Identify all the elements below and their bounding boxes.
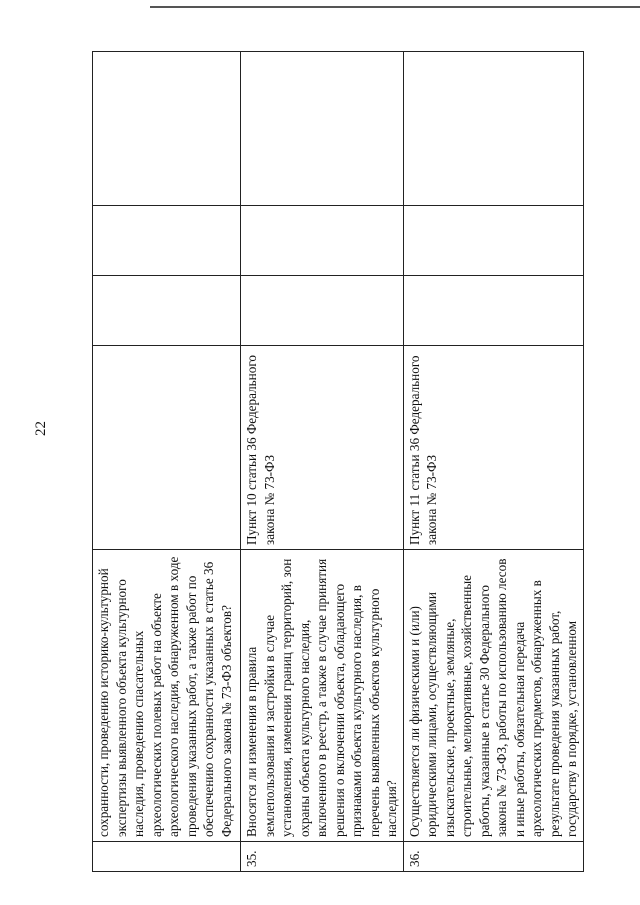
- notes-cell: [93, 52, 241, 206]
- table-row: [403, 52, 583, 872]
- answer-cell-a: [403, 276, 583, 346]
- answer-cell-a: [241, 276, 404, 346]
- answer-cell-b: [241, 206, 404, 276]
- document-table: [92, 51, 584, 872]
- law-reference-cell: [93, 346, 241, 550]
- answer-cell-a: [93, 276, 241, 346]
- question-cell: сохранности, проведению историко-культурной экспертизы выявленного объекта культурного наследия, проведению спасательных археологических полевых работ на объекте археологического наследия, обнаруженном в ходе проведения указанных работ, а также работ по обеспечению сохранности указанных в статье 36 Федерального закона № 73-ФЗ объектов?: [93, 550, 241, 842]
- scan-edge-line: [150, 6, 640, 8]
- question-cell: Вносятся ли изменения в правила землепользования и застройки в случае установления, изменения границ территорий, зон охраны объекта культурного наследия, включенного в реестр, а также в случае принятия решения о включении объекта, обладающего признаками объекта культурного наследия, в перечень выявленных объектов культурного наследия?: [241, 550, 404, 842]
- law-reference-cell: Пункт 10 статьи 36 Федерального закона № 73-ФЗ: [241, 346, 404, 550]
- page-number: 22: [33, 421, 49, 436]
- notes-cell: [241, 52, 404, 206]
- table-row: [241, 52, 404, 872]
- notes-cell: [403, 52, 583, 206]
- row-number: 35.: [241, 842, 404, 872]
- document-table-rotated: [92, 52, 579, 872]
- row-number: 36.: [403, 842, 583, 872]
- row-number: [93, 842, 241, 872]
- question-cell: Осуществляется ли физическими и (или) юридическими лицами, осуществляющими изыскательские, проектные, земляные, строительные, мелиоративные, хозяйственные работы, указанные в статье 30 Федерального закона № 73-ФЗ, работы по использованию лесов и иные работы, обязательная передача археологических предметов, обнаруженных в результате проведения указанных работ, государству в порядке, установленном: [403, 550, 583, 842]
- law-reference-cell: Пункт 11 статьи 36 Федерального закона № 73-ФЗ: [403, 346, 583, 550]
- answer-cell-b: [93, 206, 241, 276]
- answer-cell-b: [403, 206, 583, 276]
- table-row: [93, 52, 241, 872]
